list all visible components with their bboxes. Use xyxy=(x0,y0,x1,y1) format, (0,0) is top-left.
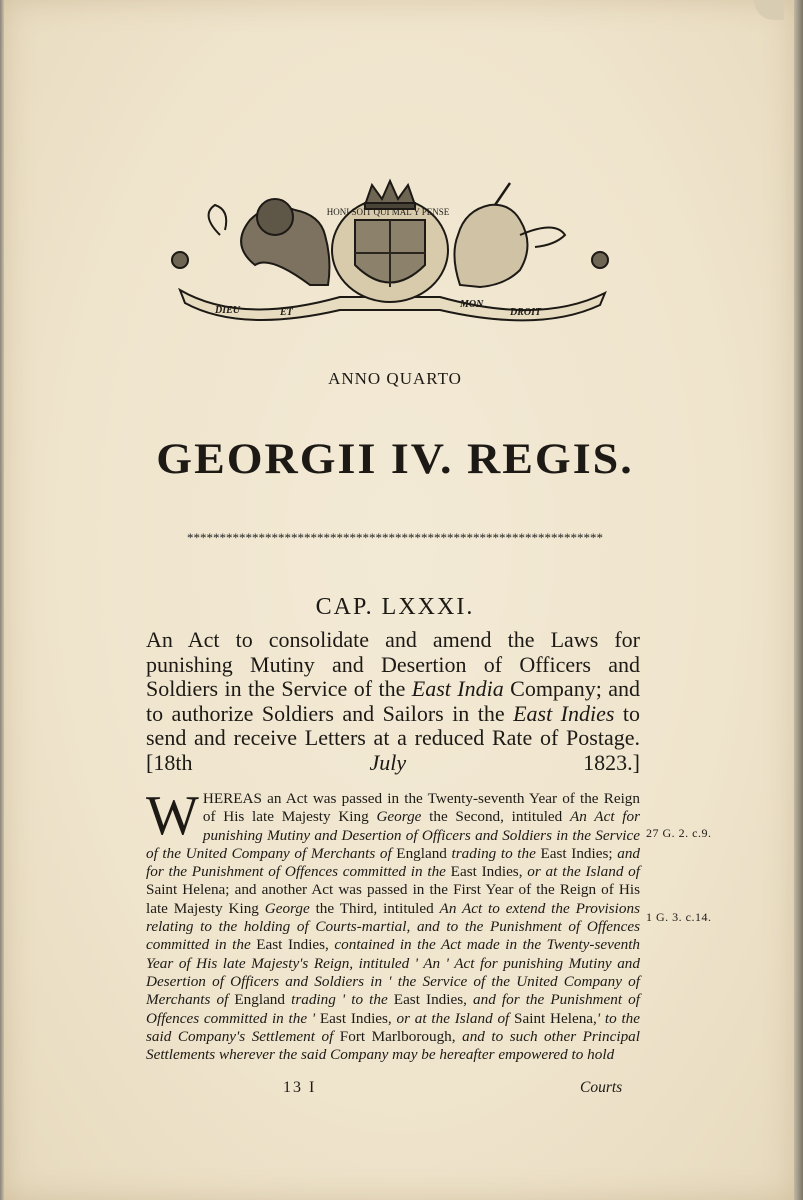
crown xyxy=(365,181,415,205)
royal-coat-of-arms xyxy=(160,175,620,325)
catchword: Courts xyxy=(580,1079,623,1096)
motto-droit: DROIT xyxy=(510,307,542,318)
thistle-icon xyxy=(592,252,608,268)
chapter-heading: CAP. LXXXI. xyxy=(315,594,475,620)
margin-note-2: 1 G. 3. c.14. xyxy=(646,910,712,924)
act-body xyxy=(146,785,641,1064)
motto-et: ET xyxy=(280,307,293,318)
drop-cap: W xyxy=(146,785,199,847)
margin-note-1: 27 G. 2. c.9. xyxy=(646,826,712,840)
torn-corner xyxy=(754,0,784,20)
motto-mon: MON xyxy=(460,299,484,310)
ornament-rule: **************************************************************** xyxy=(187,530,603,545)
garter-motto-text: HONI SOIT QUI MAL Y PENSE xyxy=(326,207,450,217)
act-title: An Act to consolidate and amend the Laws for punishing Mutiny and Desertion of Officers and Soldiers in the Service of the East India Company; and to authorize Soldiers and Sailors in the East Indies to send and receive Letters at a reduced Rate of Postage. [18th July 1823.] xyxy=(146,627,640,775)
regis-heading: GEORGII IV. REGIS. xyxy=(156,434,634,483)
unicorn-supporter xyxy=(454,205,527,287)
motto-dieu: DIEU xyxy=(215,305,241,316)
preamble-paragraph: HEREAS an Act was passed in the Twenty-seventh Year of the Reign of His late Majesty King George the Second, intituled An Act for punishing Mutiny and Desertion of Officers and Soldiers in the Service of the United Company of Merchants of England trading to the East Indies; and for the Punishment of Offences committed in the East Indies, or at the Island of Saint Helena; and another Act was passed in the First Year of the Reign of His late Majesty King George the Third, intituled An Act to extend the Provisions relating to the holding of Courts-martial, and to the Punishment of Offences committed in the East Indies, contained in the Act made in the Twenty-seventh Year of His late Majesty's Reign, intituled ' An ' Act for punishing Mutiny and Desertion of Officers and Soldiers in ' the Service of the United Company of Merchants of England trading ' to the East Indies, and for the Punishment of Offences committed in the ' East Indies, or at the Island of Saint Helena,' to the said Company's Settlement of Fort Marlborough, and to such other Principal Settlements wherever the said Company may be hereafter empowered to hold xyxy=(146,790,641,1064)
signature-mark: 13 I xyxy=(283,1079,317,1096)
anno-heading: ANNO QUARTO xyxy=(328,369,462,388)
rose-icon xyxy=(172,252,188,268)
